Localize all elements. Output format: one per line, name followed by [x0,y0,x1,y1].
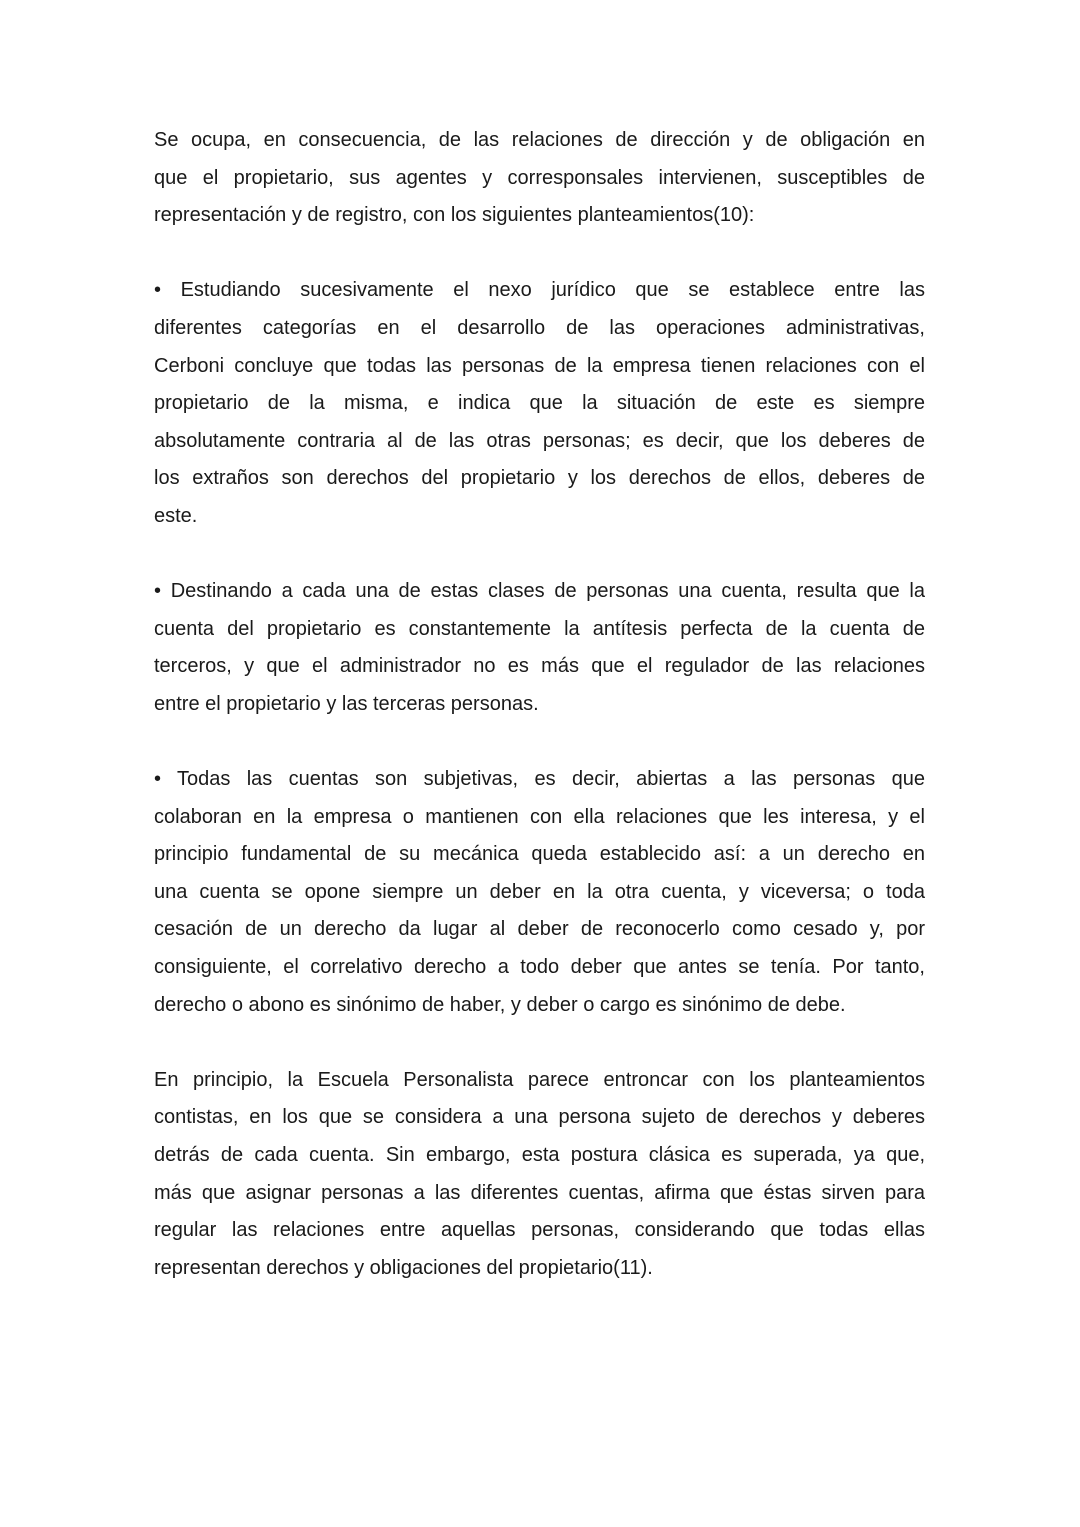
text-line: representación y de registro, con los siguientes planteamientos(10): [154,204,755,227]
text-line: • Destinando a cada una de estas clases de personas una cuenta, resulta que la [154,580,925,603]
paragraph [154,761,925,1024]
text-line: los extraños son derechos del propietario y los derechos de ellos, deberes de [154,467,925,490]
text-line: entre el propietario y las terceras personas. [154,692,539,715]
text-line: representan derechos y obligaciones del propietario(11). [154,1256,653,1279]
paragraph [154,272,925,535]
text-line: absolutamente contraria al de las otras personas; es decir, que los deberes de [154,429,925,452]
text-line: regular las relaciones entre aquellas personas, considerando que todas ellas [154,1219,925,1242]
text-line: cuenta del propietario es constantemente la antítesis perfecta de la cuenta de [154,617,925,640]
text-line: diferentes categorías en el desarrollo de las operaciones administrativas, [154,316,925,339]
text-line: • Estudiando sucesivamente el nexo jurídico que se establece entre las [154,279,925,302]
text-line: terceros, y que el administrador no es más que el regulador de las relaciones [154,655,925,678]
text-line: este. [154,504,198,527]
text-line: • Todas las cuentas son subjetivas, es decir, abiertas a las personas que [154,768,925,791]
text-line: una cuenta se opone siempre un deber en la otra cuenta, y viceversa; o toda [154,880,925,903]
text-line: principio fundamental de su mecánica queda establecido así: a un derecho en [154,843,925,866]
text-line: En principio, la Escuela Personalista parece entroncar con los planteamientos [154,1068,925,1091]
paragraph [154,122,925,235]
paragraph [154,573,925,723]
paragraph [154,1062,925,1288]
text-line: más que asignar personas a las diferentes cuentas, afirma que éstas sirven para [154,1181,925,1204]
text-line: consiguiente, el correlativo derecho a todo deber que antes se tenía. Por tanto, [154,956,925,979]
text-line: Cerboni concluye que todas las personas de la empresa tienen relaciones con el [154,354,925,377]
text-line: detrás de cada cuenta. Sin embargo, esta postura clásica es superada, ya que, [154,1144,925,1167]
text-line: contistas, en los que se considera a una persona sujeto de derechos y deberes [154,1106,925,1129]
text-line: cesación de un derecho da lugar al deber de reconocerlo como cesado y, por [154,918,925,941]
text-line: Se ocupa, en consecuencia, de las relaciones de dirección y de obligación en [154,129,925,151]
text-line: que el propietario, sus agentes y corresponsales intervienen, susceptibles de [154,166,925,189]
text-line: colaboran en la empresa o mantienen con ella relaciones que les interesa, y el [154,805,925,828]
text-line: propietario de la misma, e indica que la situación de este es siempre [154,392,925,415]
text-line: derecho o abono es sinónimo de haber, y deber o cargo es sinónimo de debe. [154,993,846,1016]
document-page [154,122,925,1325]
